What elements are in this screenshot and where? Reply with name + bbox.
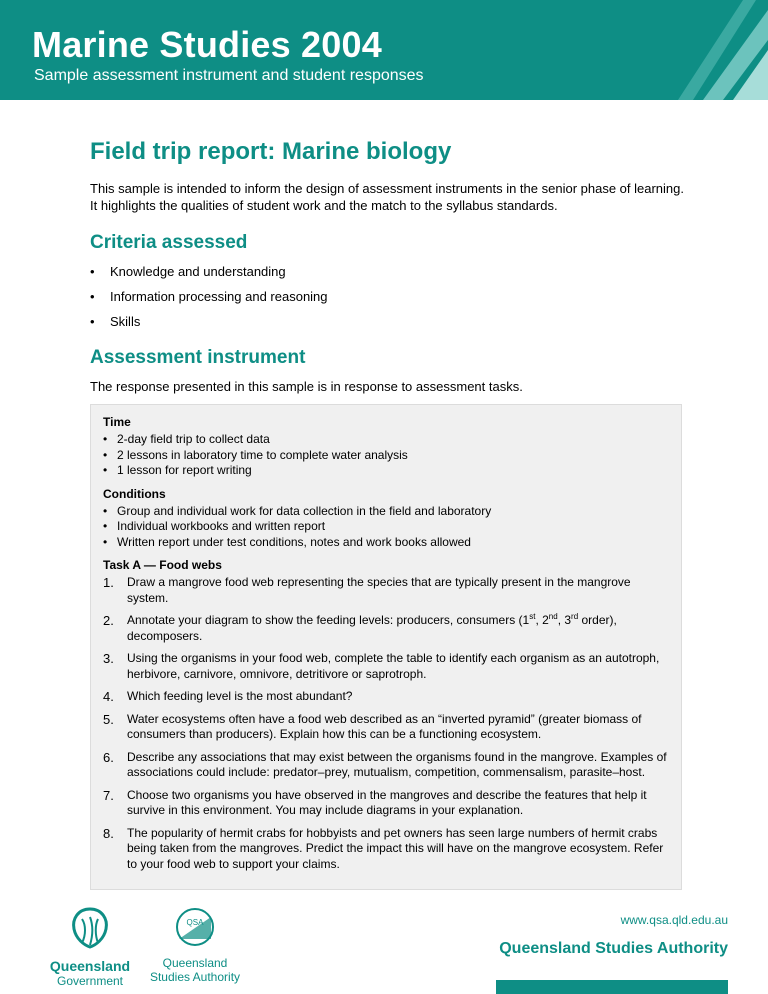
list-item: • 1 lesson for report writing	[103, 463, 669, 479]
main-content	[90, 138, 690, 890]
list-item: 1. Draw a mangrove food web representing the species that are typically present in the mangrove system.	[103, 575, 631, 605]
header-banner	[0, 0, 768, 100]
list-item: • Individual workbooks and written report	[103, 519, 669, 535]
list-item: • Information processing and reasoning	[90, 289, 690, 304]
banner-stripes-decoration	[528, 0, 768, 100]
list-item: 4. Which feeding level is the most abundant?	[103, 689, 353, 704]
criteria-list	[90, 264, 690, 329]
list-item: 6. Describe any associations that may exist between the organisms found in the mangrove. Examples of associations could include: predator–prey, mutualism, competition, commensalism, parasite–host.	[103, 749, 667, 779]
list-item: 8. The popularity of hermit crabs for hobbyists and pet owners has seen large numbers of hermit crabs being taken from the mangroves. Predict the impact this will have on the mangrove ecosystem. Refer to your food web to support your claims.	[103, 825, 664, 871]
document-title: Marine Studies 2004	[32, 24, 382, 65]
qsa-emblem-icon	[167, 905, 223, 951]
svg-text:QSA: QSA	[186, 918, 204, 927]
queensland-government-logo: Queensland Government	[40, 905, 140, 988]
instrument-note: The response presented in this sample is in response to assessment tasks.	[90, 379, 523, 394]
list-item: 2. Annotate your diagram to show the feeding levels: producers, consumers (1st, 2nd, 3rd order), decomposers.	[103, 612, 617, 643]
website-url: www.qsa.qld.edu.au	[620, 913, 728, 927]
list-item: • Skills	[90, 314, 690, 329]
time-label: Time	[103, 415, 131, 429]
page-title: Field trip report: Marine biology	[90, 138, 452, 165]
conditions-list	[103, 504, 669, 551]
task-box	[90, 404, 682, 890]
conditions-label: Conditions	[103, 486, 166, 501]
list-item: 5. Water ecosystems often have a food web described as an “inverted pyramid” (greater biomass of consumers than producers). Explain how this can be a functioning ecosystem.	[103, 711, 642, 741]
task-list	[103, 575, 669, 872]
list-item: • Written report under test conditions, notes and work books allowed	[103, 535, 669, 551]
qsa-logo: QSA Queensland Studies Authority	[140, 905, 250, 984]
document-subtitle: Sample assessment instrument and student responses	[34, 67, 424, 84]
time-list	[103, 432, 669, 479]
coat-of-arms-icon	[60, 905, 120, 949]
intro-paragraph: This sample is intended to inform the design of assessment instruments in the senior phase of learning. It highlights the qualities of student work and the match to the syllabus standards.	[90, 181, 684, 213]
list-item: • Group and individual work for data collection in the field and laboratory	[103, 504, 669, 520]
criteria-heading: Criteria assessed	[90, 232, 248, 253]
list-item: • Knowledge and understanding	[90, 264, 690, 279]
list-item: 3. Using the organisms in your food web, complete the table to identify each organism as an autotroph, herbivore, carnivore, omnivore, detritivore or saprotroph.	[103, 651, 660, 681]
list-item: • 2 lessons in laboratory time to complete water analysis	[103, 448, 669, 464]
list-item: • 2-day field trip to collect data	[103, 432, 669, 448]
footer-bar	[496, 980, 728, 994]
authority-name: Queensland Studies Authority	[499, 940, 728, 957]
task-label: Task A — Food webs	[103, 558, 222, 572]
list-item: 7. Choose two organisms you have observed in the mangroves and describe the features that help it survive in this environment. You may include diagrams in your explanation.	[103, 787, 647, 817]
instrument-heading: Assessment instrument	[90, 347, 306, 368]
